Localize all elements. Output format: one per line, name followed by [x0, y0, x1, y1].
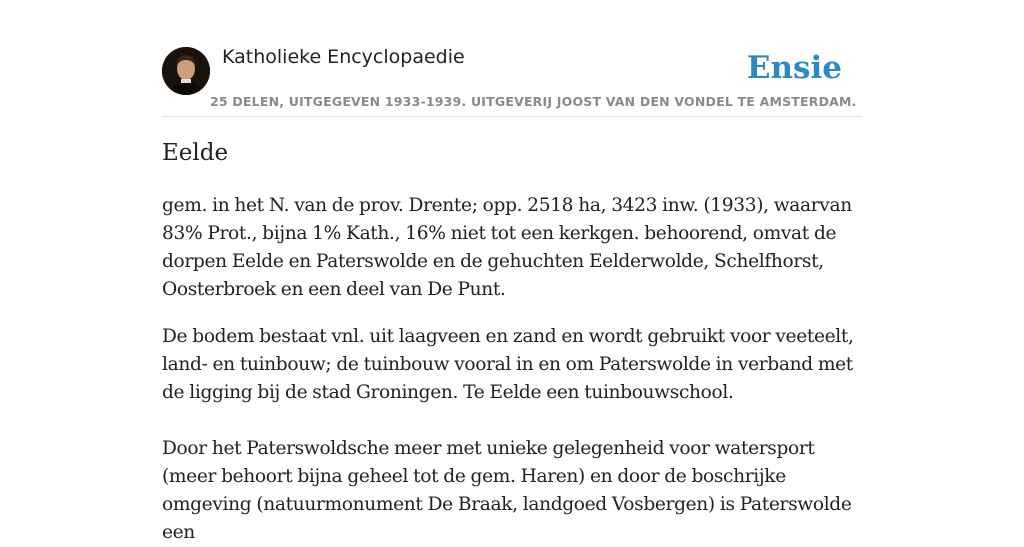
- article-paragraph: De bodem bestaat vnl. uit laagveen en zand en wordt gebruikt voor veeteelt, land- en tuinbouw; de tuinbouw vooral in en om Paterswolde in verband met de ligging bij de stad Groningen. Te Eelde een tuinbouwschool.: [162, 326, 854, 403]
- article-title: Eelde: [162, 140, 229, 166]
- source-avatar[interactable]: [162, 47, 210, 95]
- article-paragraph: gem. in het N. van de prov. Drente; opp. 2518 ha, 3423 inw. (1933), waarvan 83% Prot., bijna 1% Kath., 16% niet tot een kerkgen. behoorend, omvat de dorpen Eelde en Paterswolde en de gehuchten Eelderwolde, Schelfhorst, Oosterbroek en een deel van De Punt.: [162, 195, 852, 300]
- source-title[interactable]: Katholieke Encyclopaedie: [222, 46, 465, 68]
- article-paragraph: Door het Paterswoldsche meer met unieke gelegenheid voor watersport (meer behoort bijna geheel tot de gem. Haren) en door de boschrijke omgeving (natuurmonument De Braak, landgoed Vosbergen) is Paterswolde een: [162, 438, 852, 543]
- portrait-icon: [162, 47, 210, 95]
- brand-logo[interactable]: Ensie: [746, 50, 842, 86]
- source-header: [162, 44, 862, 117]
- source-description: 25 DELEN, UITGEGEVEN 1933-1939. UITGEVERIJ JOOST VAN DEN VONDEL TE AMSTERDAM.: [210, 94, 857, 109]
